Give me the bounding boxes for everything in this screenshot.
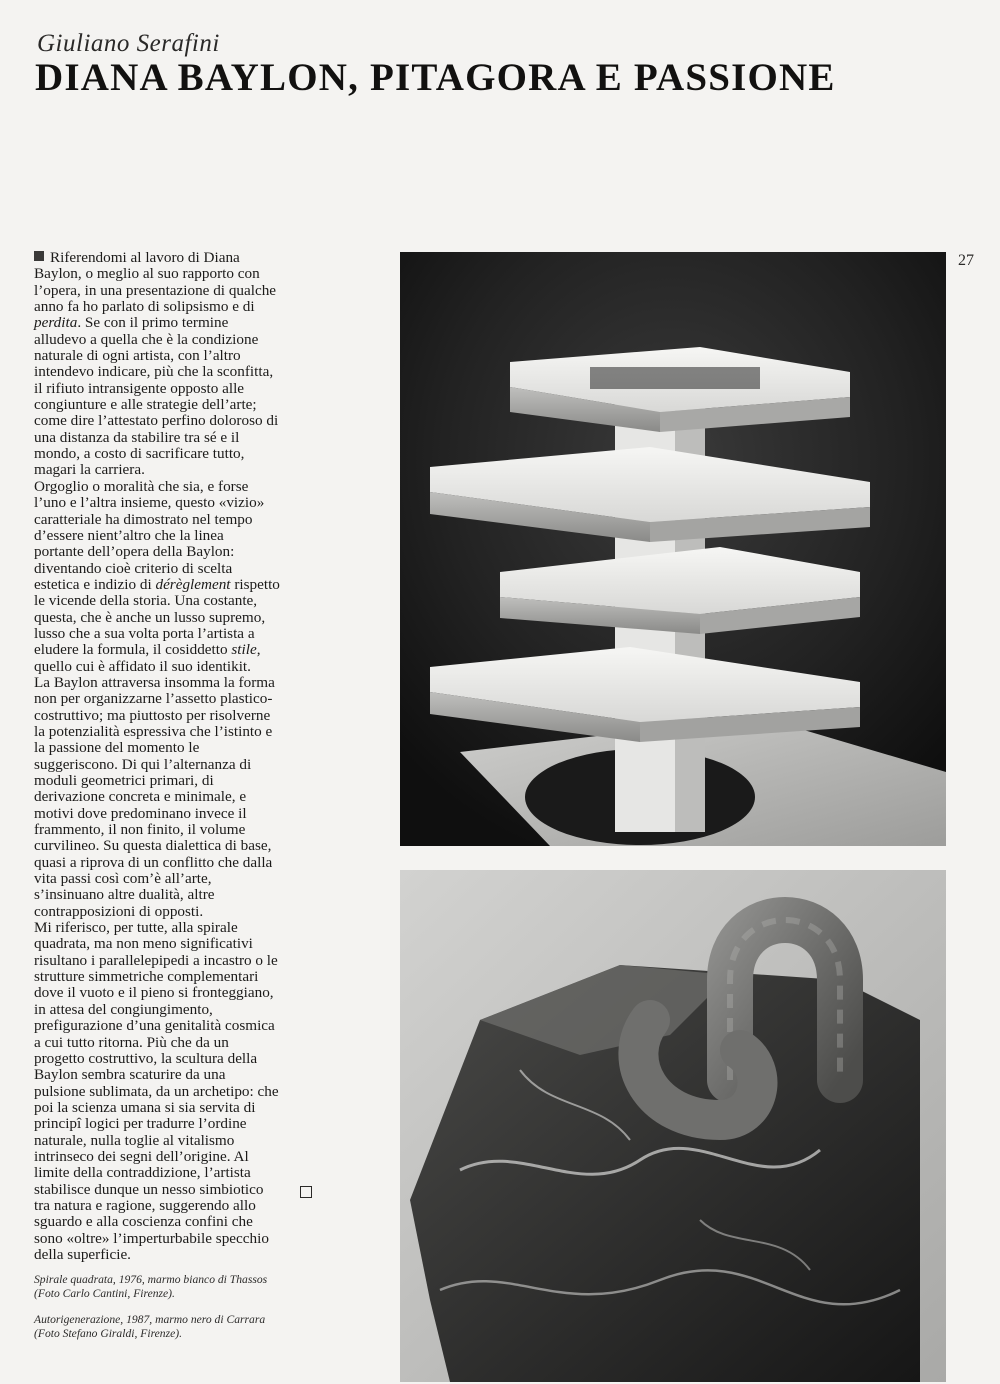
text-line bbox=[34, 626, 326, 642]
text-segment: il rifiuto intransigente opposto alle bbox=[34, 379, 245, 397]
text-line bbox=[34, 887, 326, 903]
text-segment: della superficie. bbox=[34, 1245, 131, 1263]
text-line bbox=[34, 1231, 326, 1247]
text-line bbox=[34, 1035, 326, 1051]
text-line bbox=[34, 822, 326, 838]
text-segment: a cui tutto ritorna. Più che da un bbox=[34, 1033, 229, 1051]
text-line bbox=[34, 266, 326, 282]
text-line bbox=[34, 904, 326, 920]
text-line bbox=[34, 871, 326, 887]
text-segment: dove il vuoto e il pieno si fronteggiano, bbox=[34, 984, 274, 1002]
text-line bbox=[34, 544, 326, 560]
text-segment: estetica e indizio di bbox=[34, 575, 156, 593]
text-line bbox=[34, 397, 326, 413]
caption-title: Spirale quadrata, 1976, marmo bianco di Thassos bbox=[34, 1273, 268, 1286]
text-segment: intendevo indicare, più che la sconfitta, bbox=[34, 363, 274, 381]
text-line bbox=[34, 561, 326, 577]
text-line bbox=[34, 920, 326, 936]
text-segment: . Se con il primo termine bbox=[77, 314, 229, 332]
text-line bbox=[34, 773, 326, 789]
text-line bbox=[34, 936, 326, 952]
text-segment: poi la scienza umana si sia servita di bbox=[34, 1098, 256, 1116]
text-line bbox=[34, 315, 326, 331]
text-segment: una distanza da stabilire tra sé e il bbox=[34, 428, 240, 446]
text-segment: risultano i parallelepipedi a incastro o le bbox=[34, 951, 278, 969]
text-segment: l’opera, in una presentazione di qualche bbox=[34, 281, 277, 299]
text-line bbox=[34, 528, 326, 544]
text-segment: naturale, nulla toglie al vitalismo bbox=[34, 1131, 235, 1149]
text-segment: contrapposizioni di opposti. bbox=[34, 902, 204, 920]
text-line bbox=[34, 1067, 326, 1083]
text-segment: sguardo e alla coscienza confini che bbox=[34, 1213, 253, 1231]
article-paragraph bbox=[34, 920, 326, 1263]
text-segment: stabilisce dunque un nesso simbiotico bbox=[34, 1180, 264, 1198]
text-segment: moduli geometrici primari, di bbox=[34, 772, 214, 789]
text-line bbox=[34, 1116, 326, 1132]
sculpture-photo-autorigenerazione bbox=[400, 870, 946, 1382]
text-line bbox=[34, 250, 326, 266]
text-line bbox=[34, 1247, 326, 1263]
text-line bbox=[34, 708, 326, 724]
photo-caption-2 bbox=[34, 1313, 334, 1341]
text-line bbox=[34, 757, 326, 773]
text-segment: la potenzialità espressiva che l’istinto e bbox=[34, 722, 273, 740]
text-segment: caratteriale ha dimostrato nel tempo bbox=[34, 510, 253, 528]
text-line bbox=[34, 806, 326, 822]
text-line bbox=[34, 789, 326, 805]
text-line bbox=[34, 381, 326, 397]
text-segment: principî logici per tradurre l’ordine bbox=[34, 1115, 247, 1133]
text-line bbox=[34, 1002, 326, 1018]
text-segment: Baylon, o meglio al suo rapporto con bbox=[34, 265, 260, 283]
text-segment: tra natura e ragione, suggerendo allo bbox=[34, 1196, 256, 1214]
text-segment: intrinseco dei segni dell’origine. Al bbox=[34, 1147, 249, 1165]
italic-term: dérèglement bbox=[155, 575, 231, 593]
text-segment: frammento, il non finito, il volume bbox=[34, 821, 246, 839]
text-line bbox=[34, 446, 326, 462]
italic-term: perdita bbox=[34, 314, 78, 332]
text-segment: lusso che a sua volta porta l’artista a bbox=[34, 624, 255, 642]
text-segment: progetto costruttivo, la scultura della bbox=[34, 1049, 258, 1067]
text-line bbox=[34, 985, 326, 1001]
text-segment: portante dell’opera della Baylon: bbox=[34, 543, 235, 561]
text-segment: Baylon sembra scaturire da una bbox=[34, 1066, 226, 1084]
text-segment: congiunture e alle strategie dell’arte; bbox=[34, 396, 257, 414]
text-segment: sono «oltre» l’imperturbabile specchio bbox=[34, 1229, 269, 1247]
caption-title: Autorigenerazione, 1987, marmo nero di Carrara bbox=[34, 1313, 266, 1326]
text-segment: la passione del momento le bbox=[34, 739, 200, 757]
text-line bbox=[34, 413, 326, 429]
text-segment: anno fa ho parlato di solipsismo e di bbox=[34, 298, 255, 316]
text-line bbox=[34, 348, 326, 364]
text-line bbox=[34, 740, 326, 756]
article-paragraph bbox=[34, 479, 326, 675]
text-segment: magari la carriera. bbox=[34, 461, 145, 479]
text-segment: le vicende della storia. Una costante, bbox=[34, 592, 258, 610]
caption-credit: (Foto Carlo Cantini, Firenze). bbox=[34, 1287, 175, 1300]
photo-caption-1 bbox=[34, 1273, 334, 1301]
text-line bbox=[34, 430, 326, 446]
text-line bbox=[34, 1084, 326, 1100]
text-segment: quasi a riprova di un conflitto che dalla bbox=[34, 853, 273, 871]
article-paragraph bbox=[34, 675, 326, 920]
text-line bbox=[34, 299, 326, 315]
text-segment: come dire l’attestato perfino doloroso di bbox=[34, 412, 279, 430]
text-line bbox=[34, 1051, 326, 1067]
text-segment: derivazione concreta e minimale, e bbox=[34, 788, 247, 806]
text-segment: Riferendomi al lavoro di Diana bbox=[50, 249, 240, 266]
text-segment: s’insinuano altre dualità, altre bbox=[34, 886, 215, 904]
text-line bbox=[34, 691, 326, 707]
text-segment: , bbox=[256, 641, 261, 659]
text-line bbox=[34, 1100, 326, 1116]
text-segment: naturale di ogni artista, con l’altro bbox=[34, 347, 241, 365]
article-body bbox=[34, 250, 326, 1263]
text-segment: limite della contraddizione, l’artista bbox=[34, 1164, 251, 1182]
text-line bbox=[34, 364, 326, 380]
text-segment: motivi dove predominano invece il bbox=[34, 804, 247, 822]
text-segment: costruttivo; ma piuttosto per risolverne bbox=[34, 706, 271, 724]
text-line bbox=[34, 838, 326, 854]
text-line bbox=[34, 659, 326, 675]
text-segment: quadrata, ma non meno significativi bbox=[34, 935, 253, 953]
text-line bbox=[34, 953, 326, 969]
text-segment: eludere la formula, il cosiddetto bbox=[34, 641, 232, 659]
text-line bbox=[34, 1018, 326, 1034]
text-segment: suggeriscono. Di qui l’alternanza di bbox=[34, 755, 252, 773]
text-line bbox=[34, 1165, 326, 1181]
article-title: DIANA BAYLON, PITAGORA E PASSIONE bbox=[35, 56, 836, 99]
text-segment: rispetto bbox=[230, 575, 280, 593]
text-line bbox=[34, 593, 326, 609]
article-paragraph bbox=[34, 250, 326, 479]
text-segment: l’uno e l’altra insieme, questo «vizio» bbox=[34, 494, 265, 512]
page-number: 27 bbox=[958, 252, 974, 269]
text-segment: diventando cioè criterio di scelta bbox=[34, 559, 233, 577]
text-line bbox=[34, 479, 326, 495]
text-line bbox=[34, 577, 326, 593]
text-segment: curvilineo. Su questa dialettica di base, bbox=[34, 837, 272, 855]
text-segment: Orgoglio o moralità che sia, e forse bbox=[34, 477, 249, 495]
text-segment: prefigurazione d’una genitalità cosmica bbox=[34, 1017, 275, 1035]
text-line bbox=[34, 283, 326, 299]
text-line bbox=[34, 1149, 326, 1165]
text-segment: pulsione sublimata, da un archetipo: che bbox=[34, 1082, 279, 1100]
start-of-article-square-icon bbox=[34, 251, 44, 261]
text-line bbox=[34, 1198, 326, 1214]
text-segment: in attesa del congiungimento, bbox=[34, 1000, 213, 1018]
text-line bbox=[34, 724, 326, 740]
text-line bbox=[34, 332, 326, 348]
text-line bbox=[34, 512, 326, 528]
text-line bbox=[34, 1182, 326, 1198]
text-segment: La Baylon attraversa insomma la forma bbox=[34, 673, 275, 691]
text-segment: mondo, a costo di sacrificare tutto, bbox=[34, 445, 245, 463]
end-of-article-square-icon bbox=[300, 1186, 312, 1198]
text-line bbox=[34, 495, 326, 511]
text-segment: strutture simmetriche complementari bbox=[34, 968, 259, 986]
text-line bbox=[34, 855, 326, 871]
text-segment: vita passi così com’è all’arte, bbox=[34, 870, 212, 888]
text-line bbox=[34, 969, 326, 985]
text-line bbox=[34, 1133, 326, 1149]
text-segment: alludevo a quella che è la condizione bbox=[34, 330, 259, 348]
text-segment: quello cui è affidato il suo identikit. bbox=[34, 657, 251, 675]
text-line bbox=[34, 610, 326, 626]
text-line bbox=[34, 642, 326, 658]
text-line bbox=[34, 1214, 326, 1230]
text-line bbox=[34, 675, 326, 691]
caption-credit: (Foto Stefano Giraldi, Firenze). bbox=[34, 1327, 183, 1340]
text-segment: Mi riferisco, per tutte, alla spirale bbox=[34, 919, 238, 937]
text-segment: d’essere nient’altro che la linea bbox=[34, 526, 224, 544]
author-name: Giuliano Serafini bbox=[37, 30, 220, 57]
sculpture-photo-spiral bbox=[400, 252, 946, 846]
text-segment: non per organizzarne l’assetto plastico- bbox=[34, 690, 273, 708]
text-segment: questa, che è anche un lusso supremo, bbox=[34, 608, 266, 626]
italic-term: stile bbox=[231, 641, 257, 659]
text-line bbox=[34, 462, 326, 478]
